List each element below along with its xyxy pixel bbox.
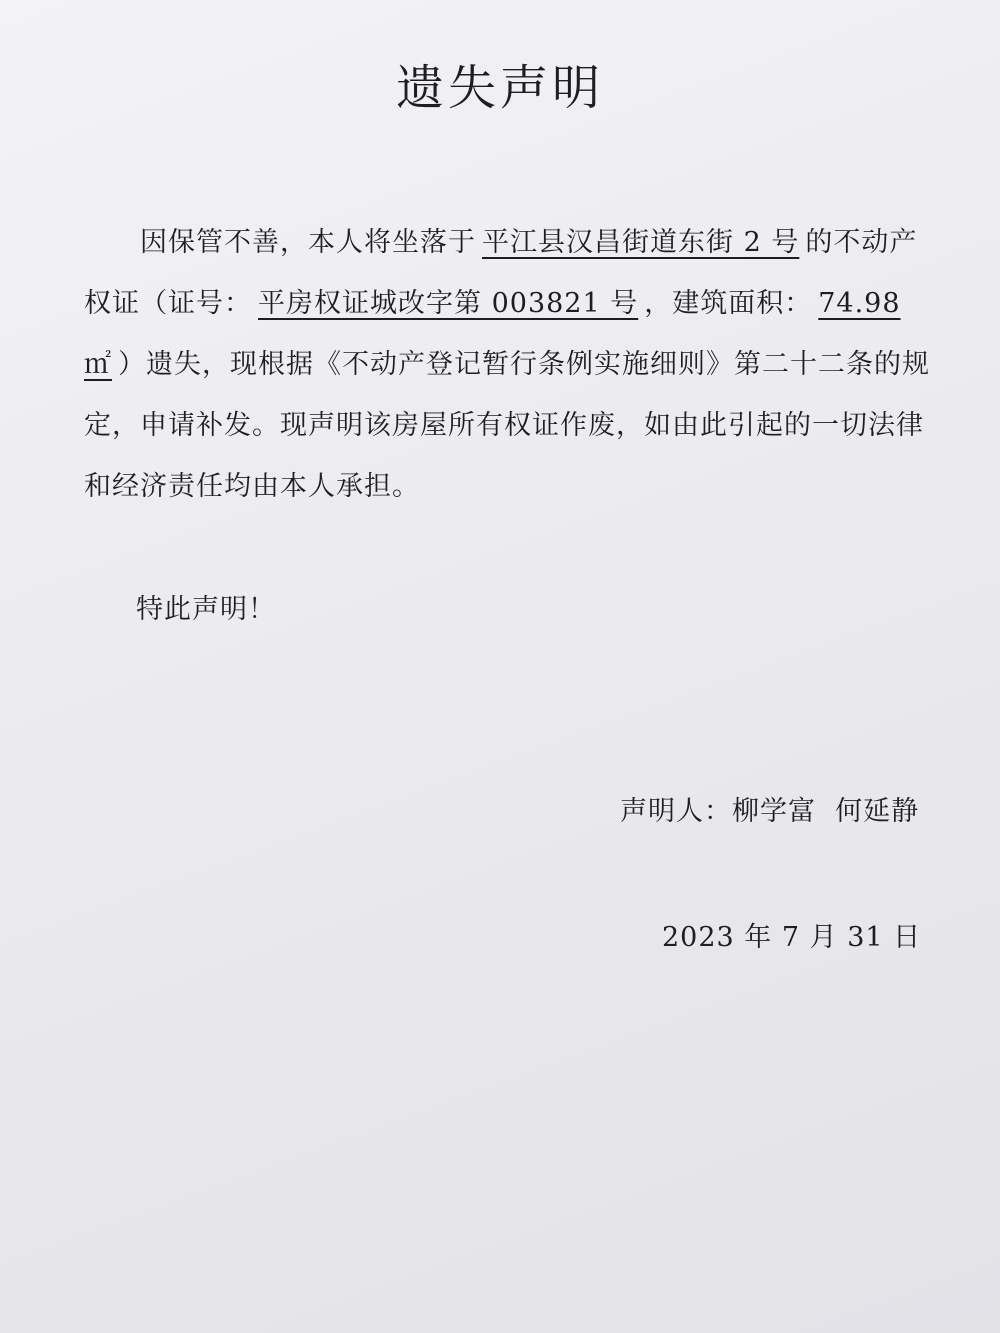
statement-date: 2023 年 7 月 31 日 <box>662 922 922 953</box>
property-address: 平江县汉昌街道东街 2 号 <box>482 227 800 258</box>
declarant-line <box>620 792 919 832</box>
statement-text-part2: 的不动产权证（证号： <box>84 227 918 319</box>
declarant-names: 柳学富 何延静 <box>732 796 920 827</box>
statement-body <box>84 212 936 517</box>
closing-line: 特此声明！ <box>136 594 276 625</box>
statement-text-part1: 因保管不善，本人将坐落于 <box>140 227 476 258</box>
certificate-number: 平房权证城改字第 003821 号 <box>258 288 639 319</box>
declarant-label: 声明人： <box>620 796 732 827</box>
statement-text-part4: ）遗失，现根据《不动产登记暂行条例实施细则》第二十二条的规定，申请补发。现声明该房屋所有权证作废，如由此引起的一切法律和经济责任均由本人承担。 <box>84 349 930 502</box>
building-area: 74.98 ㎡ <box>84 288 901 380</box>
document-title: 遗失声明 <box>395 60 604 116</box>
statement-text-part3: ，建筑面积： <box>644 288 813 319</box>
statement-paragraph <box>84 212 936 517</box>
